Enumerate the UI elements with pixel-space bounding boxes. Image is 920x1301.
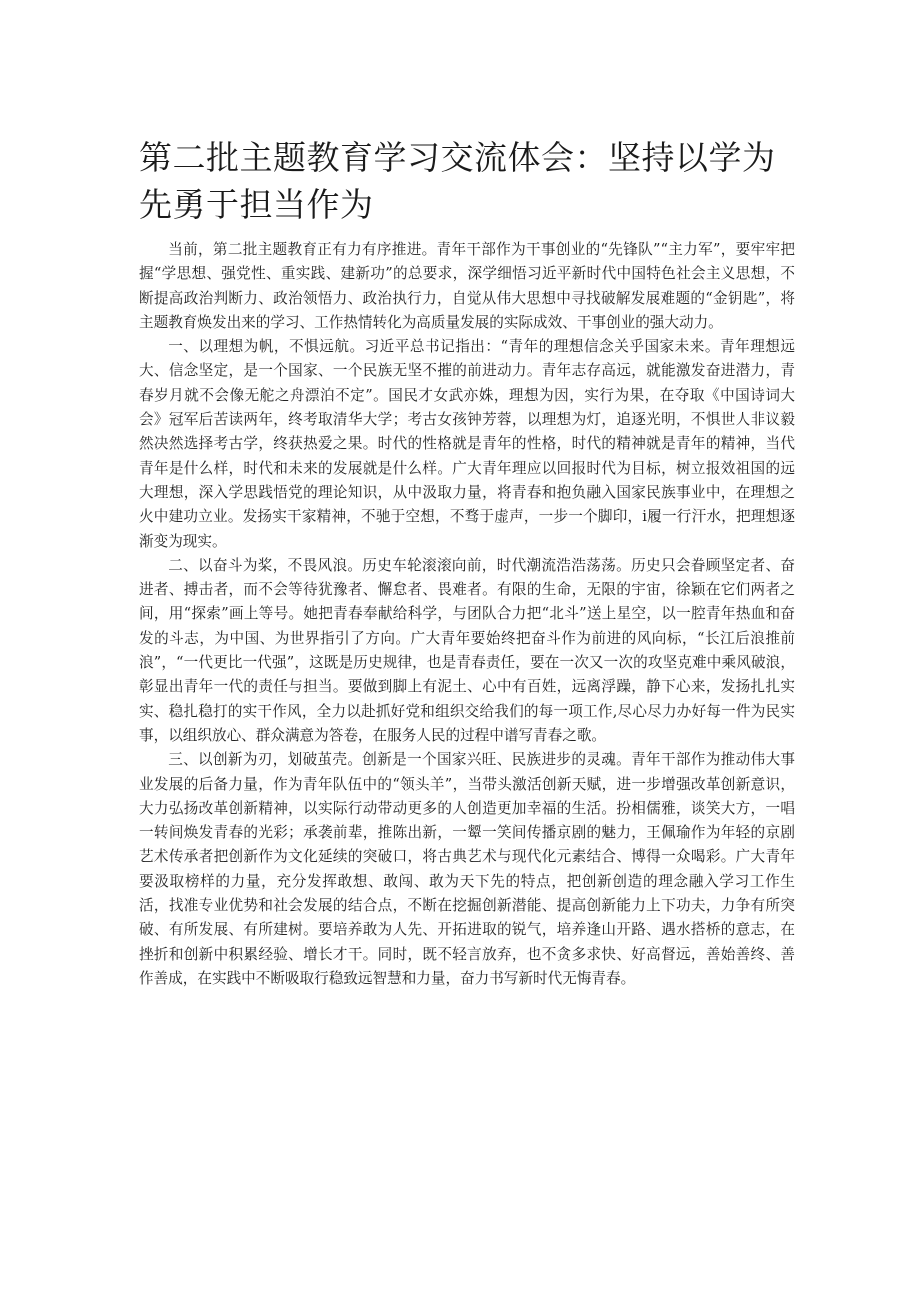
paragraph-ideals: 一、以理想为帆，不惧远航。习近平总书记指出：“青年的理想信念关乎国家未来。青年理想远大、信念坚定，是一个国家、一个民族无坚不摧的前进动力。青年志存高远，就能激发奋进潜力，青春岁月就不会像无舵之舟漂泊不定”。国民才女武亦姝，理想为因，实行为果，在夺取《中国诗词大会》冠军后苦读两年，终考取清华大学；考古女孩钟芳蓉，以理想为灯，追逐光明，不惧世人非议毅然决然选择考古学，终获热爱之果。时代的性格就是青年的性格，时代的精神就是青年的精神，当代青年是什么样，时代和未来的发展就是什么样。广大青年理应以回报时代为目标，树立报效祖国的远大理想，深入学思践悟党的理论知识，从中汲取力量，将青春和抱负融入国家民族事业中，在理想之火中建功立业。发扬实干家精神，不驰于空想，不骛于虚声，一步一个脚印，i履一行汗水，把理想逐渐变为现实。 <box>139 338 795 550</box>
paragraph-innovation: 三、以创新为刃，划破茧壳。创新是一个国家兴旺、民族进步的灵魂。青年干部作为推动伟大事业发展的后备力量，作为青年队伍中的“领头羊”，当带头激活创新天赋，进一步增强改革创新意识，大力弘扬改革创新精神，以实际行动带动更多的人创造更加幸福的生活。扮相儒雅，谈笑大方，一唱一转间焕发青春的光彩；承袭前辈，推陈出新，一颦一笑间传播京剧的魅力，王佩瑜作为年轻的京剧艺术传承者把创新作为文化延续的突破口，将古典艺术与现代化元素结合、博得一众喝彩。广大青年要汲取榜样的力量，充分发挥敢想、敢闯、敢为天下先的特点，把创新创造的理念融入学习工作生活，找准专业优势和社会发展的结合点，不断在挖掘创新潜能、提高创新能力上下功夫，力争有所突破、有所发展、有所建树。要培养敢为人先、开拓进取的锐气，培养逢山开路、遇水搭桥的意志，在挫折和创新中积累经验、增长才干。同时，既不轻言放弃，也不贪多求快、好高督远，善始善终、善作善成，在实践中不断吸取行稳致远智慧和力量，奋力书写新时代无悔青春。 <box>139 751 795 987</box>
document-title: 第二批主题教育学习交流体会：坚持以学为先勇于担当作为 <box>139 138 776 224</box>
document-body <box>139 238 795 991</box>
paragraph-intro: 当前，第二批主题教育正有力有序推进。青年干部作为干事创业的“先锋队”“主力军”，要牢牢把握“学思想、强党性、重实践、建新功”的总要求，深学细悟习近平新时代中国特色社会主义思想，不断提高政治判断力、政治领悟力、政治执行力，自觉从伟大思想中寻找破解发展难题的“金钥匙”，将主题教育焕发出来的学习、工作热情转化为高质量发展的实际成效、干事创业的强大动力。 <box>139 241 795 331</box>
paragraph-struggle: 二、以奋斗为桨，不畏风浪。历史车轮滚滚向前，时代潮流浩浩荡荡。历史只会眷顾坚定者、奋进者、搏击者，而不会等待犹豫者、懈怠者、畏难者。有限的生命，无限的宇宙，徐颖在它们两者之间，用“探索”画上等号。她把青春奉献给科学，与团队合力把“北斗”送上星空，以一腔青年热血和奋发的斗志，为中国、为世界指引了方向。广大青年要始终把奋斗作为前进的风向标，“长江后浪推前浪”，“一代更比一代强”，这既是历史规律，也是青春责任，要在一次又一次的攻坚克难中乘风破浪，彰显出青年一代的责任与担当。要做到脚上有泥土、心中有百姓，远离浮躁，静下心来，发扬扎扎实实、稳扎稳打的实干作风，全力以赴抓好党和组织交给我们的每一项工作,尽心尽力办好每一件为民实事，以组织放心、群众满意为答卷，在服务人民的过程中谱写青春之歌。 <box>139 556 795 744</box>
